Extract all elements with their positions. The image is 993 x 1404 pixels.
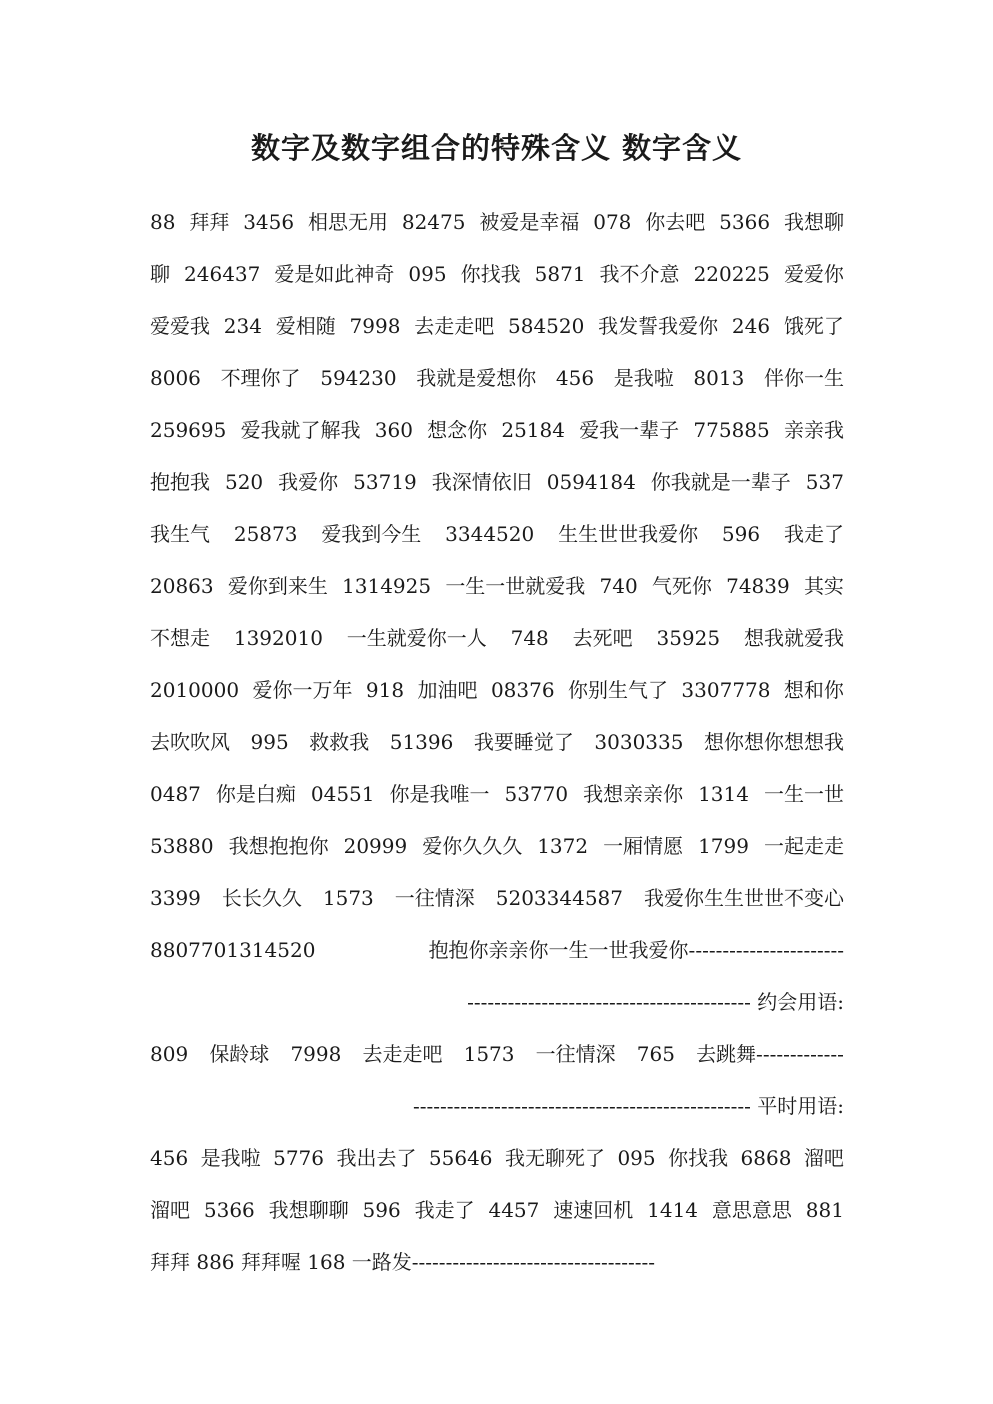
section-heading-daily: -------------------------------------------------- 平时用语: (413, 1094, 844, 1118)
text-line: 20863 爱你到来生 1314925 一生一世就爱我 740 气死你 74839 其实 (150, 574, 844, 598)
text-line: 我生气 25873 爱我到今生 3344520 生生世世我爱你 596 我走了 (150, 522, 844, 546)
text-line: 53880 我想抱抱你 20999 爱你久久久 1372 一厢情愿 1799 一起走走 (150, 834, 844, 858)
text-line: 抱抱我 520 我爱你 53719 我深情依旧 0594184 你我就是一辈子 537 (150, 470, 844, 494)
text-line: 8006 不理你了 594230 我就是爱想你 456 是我啦 8013 伴你一生 (150, 366, 844, 390)
text-line: 456 是我啦 5776 我出去了 55646 我无聊死了 095 你找我 6868 溜吧 (150, 1146, 844, 1170)
section-heading-dating: ------------------------------------------ 约会用语: (467, 990, 844, 1014)
text-line: 不想走 1392010 一生就爱你一人 748 去死吧 35925 想我就爱我 (150, 626, 844, 650)
text-line: 0487 你是白痴 04551 你是我唯一 53770 我想亲亲你 1314 一生一世 (150, 782, 844, 806)
text-line: 809 保龄球 7998 去走走吧 1573 一往情深 765 去跳舞------------- (150, 1042, 844, 1066)
text-line: 拜拜 886 拜拜喔 168 一路发------------------------------------ (150, 1250, 656, 1274)
text-line: 2010000 爱你一万年 918 加油吧 08376 你别生气了 3307778 想和你 (150, 678, 844, 702)
text-line: 259695 爱我就了解我 360 想念你 25184 爱我一辈子 775885 亲亲我 (150, 418, 844, 442)
text-line: 3399 长长久久 1573 一往情深 5203344587 我爱你生生世世不变心 (150, 886, 844, 910)
text-line: 爱爱我 234 爱相随 7998 去走走吧 584520 我发誓我爱你 246 饿死了 (150, 314, 844, 338)
document-body (150, 196, 844, 1288)
text-line: 去吹吹风 995 救救我 51396 我要睡觉了 3030335 想你想你想想我 (150, 730, 844, 754)
text-line: 88 拜拜 3456 相思无用 82475 被爱是幸福 078 你去吧 5366 我想聊 (150, 210, 844, 234)
text-line: 聊 246437 爱是如此神奇 095 你找我 5871 我不介意 220225 爱爱你 (150, 262, 844, 286)
document-title: 数字及数字组合的特殊含义 数字含义 (250, 131, 743, 165)
text-line: 8807701314520 抱抱你亲亲你一生一世我爱你----------------------- (150, 938, 844, 962)
text-line: 溜吧 5366 我想聊聊 596 我走了 4457 速速回机 1414 意思意思 881 (150, 1198, 844, 1222)
